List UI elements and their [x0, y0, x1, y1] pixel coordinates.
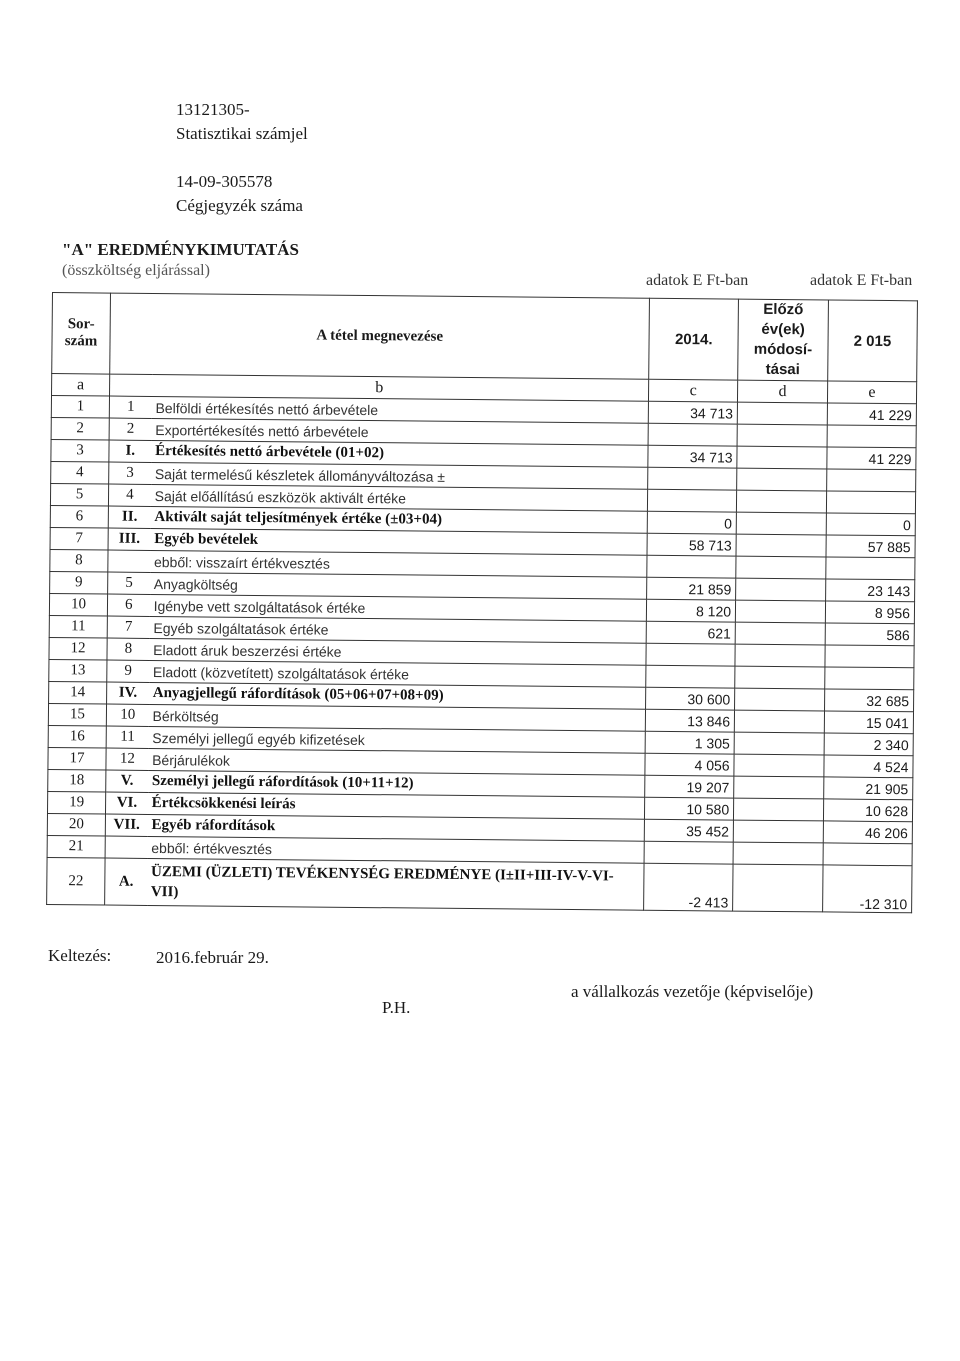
company-reg-label: Cégjegyzék száma	[176, 196, 303, 215]
row-sorszam: 13	[49, 659, 107, 682]
row-modification-value	[733, 842, 823, 865]
row-prev-year-value: 21 859	[647, 577, 736, 600]
row-curr-year-value: 586	[825, 623, 914, 646]
row-prev-year-value	[648, 467, 737, 490]
row-curr-year-value	[825, 645, 914, 668]
row-name: Saját termelésű készletek állományváltozása ±	[151, 462, 648, 489]
row-name: Saját előállítású eszközök aktivált értéke	[151, 484, 648, 511]
row-prev-year-value: 30 600	[646, 687, 735, 710]
row-modification-value	[734, 710, 824, 733]
row-code: 5	[108, 572, 150, 594]
row-sorszam: 20	[47, 813, 105, 836]
row-code: 7	[107, 616, 149, 638]
row-curr-year-value: 23 143	[825, 579, 914, 602]
row-modification-value	[737, 468, 827, 491]
row-name: Igénybe vett szolgáltatások értéke	[150, 594, 647, 621]
row-sorszam: 18	[48, 769, 106, 792]
row-code: VII.	[105, 814, 147, 836]
row-code: 4	[108, 484, 150, 506]
row-code: 10	[106, 704, 148, 726]
col-header-sorszam	[52, 293, 111, 375]
row-code: 9	[107, 660, 149, 682]
table-row	[47, 857, 912, 912]
row-code: 6	[107, 594, 149, 616]
row-prev-year-value	[646, 643, 735, 666]
stamp-placeholder: P.H.	[382, 998, 411, 1017]
row-curr-year-value	[826, 557, 915, 580]
statistical-id-label: Statisztikai számjel	[176, 124, 308, 143]
col-header-curr-year: 2 015	[828, 300, 918, 382]
row-sorszam: 2	[51, 417, 109, 440]
row-code: II.	[108, 506, 150, 528]
row-curr-year-value: 0	[826, 513, 915, 536]
row-prev-year-value	[648, 423, 737, 446]
row-sorszam: 19	[47, 791, 105, 814]
row-modification-value	[735, 600, 825, 623]
row-curr-year-value: 21 905	[823, 777, 912, 800]
col-letter-d: d	[738, 380, 828, 403]
row-code: V.	[106, 770, 148, 792]
row-curr-year-value: 57 885	[826, 535, 915, 558]
row-name: Értékcsökkenési leírás	[148, 792, 645, 819]
row-prev-year-value: 19 207	[645, 775, 734, 798]
row-prev-year-value: 10 580	[645, 797, 734, 820]
row-modification-value	[734, 754, 824, 777]
row-name: Egyéb bevételek	[150, 528, 647, 555]
row-code: III.	[108, 528, 150, 550]
row-curr-year-value	[826, 469, 915, 492]
row-prev-year-value: 34 713	[648, 445, 737, 468]
row-sorszam: 4	[51, 461, 109, 484]
row-modification-value	[733, 864, 823, 912]
row-sorszam: 11	[49, 615, 107, 638]
income-statement-table	[46, 292, 918, 913]
row-sorszam: 6	[50, 505, 108, 528]
col-header-name: A tétel megnevezése	[110, 293, 650, 379]
row-prev-year-value: 4 056	[645, 753, 734, 776]
row-curr-year-value: 46 206	[823, 821, 912, 844]
row-sorszam: 15	[48, 703, 106, 726]
row-modification-value	[736, 578, 826, 601]
row-sorszam: 17	[48, 747, 106, 770]
row-modification-value	[736, 556, 826, 579]
row-modification-value	[735, 622, 825, 645]
row-modification-value	[735, 644, 825, 667]
row-name: Eladott áruk beszerzési értéke	[149, 638, 646, 665]
row-sorszam: 14	[49, 681, 107, 704]
row-prev-year-value: 58 713	[647, 533, 736, 556]
row-name: Személyi jellegű ráfordítások (10+11+12)	[148, 770, 645, 797]
row-prev-year-value	[644, 841, 733, 864]
row-name: Személyi jellegű egyéb kifizetések	[148, 726, 645, 753]
row-sorszam: 22	[47, 857, 105, 905]
table-header-row	[52, 293, 918, 382]
row-modification-value	[734, 776, 824, 799]
row-sorszam: 3	[51, 439, 109, 462]
row-code: 12	[106, 748, 148, 770]
col-letter-e: e	[827, 381, 916, 404]
row-curr-year-value: 2 340	[824, 733, 913, 756]
row-modification-value	[736, 512, 826, 535]
col-letter-b: b	[110, 374, 649, 401]
row-name: Bérköltség	[148, 704, 645, 731]
row-code: A.	[105, 858, 148, 905]
row-sorszam: 12	[49, 637, 107, 660]
document-subtitle: (összköltség eljárással)	[62, 262, 210, 279]
col-header-sorszam-text: Sor- szám	[64, 316, 98, 350]
row-sorszam: 8	[50, 549, 108, 572]
row-modification-value	[734, 798, 824, 821]
row-modification-value	[735, 666, 825, 689]
row-sorszam: 16	[48, 725, 106, 748]
row-name: ÜZEMI (ÜZLETI) TEVÉKENYSÉG EREDMÉNYE (I±II+III-IV-V-VI-VII)	[147, 858, 645, 910]
row-prev-year-value: 1 305	[645, 731, 734, 754]
company-reg-number: 14-09-305578	[176, 172, 273, 191]
row-name: Egyéb szolgáltatások értéke	[149, 616, 646, 643]
unit-note-right: adatok E Ft-ban	[810, 272, 913, 289]
row-prev-year-value: 8 120	[647, 599, 736, 622]
row-name: Aktivált saját teljesítmények értéke (±03+04)	[150, 506, 647, 533]
row-prev-year-value: 13 846	[646, 709, 735, 732]
row-prev-year-value: 34 713	[649, 401, 738, 424]
row-code: 1	[109, 396, 151, 418]
row-name: Értékesítés nettó árbevétele (01+02)	[151, 440, 648, 467]
row-curr-year-value: 8 956	[825, 601, 914, 624]
statistical-id-number: 13121305-	[176, 100, 250, 119]
row-modification-value	[737, 490, 827, 513]
row-name: Belföldi értékesítés nettó árbevétele	[151, 396, 648, 423]
row-prev-year-value	[647, 555, 736, 578]
row-code: 3	[109, 462, 151, 484]
row-sorszam: 10	[49, 593, 107, 616]
row-modification-value	[736, 534, 826, 557]
row-name: ebből: visszaírt értékvesztés	[150, 550, 647, 577]
row-name: Bérjárulékok	[148, 748, 645, 775]
row-curr-year-value: 41 229	[827, 403, 916, 426]
row-modification-value	[735, 688, 825, 711]
signer-label: a vállalkozás vezetője (képviselője)	[571, 982, 814, 1001]
row-code: 2	[109, 418, 151, 440]
col-letter-a: a	[52, 374, 110, 397]
row-curr-year-value	[825, 667, 914, 690]
row-curr-year-value: 32 685	[824, 689, 913, 712]
row-prev-year-value	[648, 489, 737, 512]
unit-note-left: adatok E Ft-ban	[646, 272, 749, 289]
row-code	[108, 550, 150, 572]
row-sorszam: 21	[47, 835, 105, 858]
table-body	[47, 396, 917, 913]
col-letter-c: c	[649, 379, 738, 402]
document-title: "A" EREDMÉNYKIMUTATÁS	[62, 240, 299, 259]
row-code: I.	[109, 440, 151, 462]
row-modification-value	[737, 446, 827, 469]
row-sorszam: 5	[50, 483, 108, 506]
date-value: 2016.február 29.	[156, 948, 269, 967]
row-name: ebből: értékvesztés	[147, 836, 644, 863]
row-curr-year-value	[823, 843, 912, 866]
row-code: IV.	[107, 682, 149, 704]
row-sorszam: 7	[50, 527, 108, 550]
row-name: Anyagjellegű ráfordítások (05+06+07+08+09)	[149, 682, 646, 709]
row-curr-year-value	[826, 491, 915, 514]
row-code: VI.	[106, 792, 148, 814]
date-label: Keltezés:	[48, 946, 112, 965]
row-code	[105, 836, 147, 858]
row-prev-year-value: 0	[647, 511, 736, 534]
col-header-modifications: Előző év(ek) módosí- tásai	[738, 299, 828, 381]
row-code: 8	[107, 638, 149, 660]
row-curr-year-value: -12 310	[822, 865, 912, 913]
col-header-prev-year: 2014.	[649, 298, 739, 380]
row-curr-year-value: 15 041	[824, 711, 913, 734]
row-prev-year-value: 621	[646, 621, 735, 644]
row-curr-year-value	[827, 425, 916, 448]
row-modification-value	[734, 732, 824, 755]
row-code: 11	[106, 726, 148, 748]
row-name: Egyéb ráfordítások	[147, 814, 644, 841]
row-modification-value	[737, 424, 827, 447]
row-modification-value	[737, 402, 827, 425]
row-curr-year-value: 4 524	[824, 755, 913, 778]
row-modification-value	[733, 820, 823, 843]
row-sorszam: 9	[50, 571, 108, 594]
row-curr-year-value: 10 628	[823, 799, 912, 822]
row-sorszam: 1	[51, 396, 109, 419]
row-name: Exportértékesítés nettó árbevétele	[151, 418, 648, 445]
row-prev-year-value	[646, 665, 735, 688]
row-prev-year-value: 35 452	[645, 819, 734, 842]
row-name: Eladott (közvetített) szolgáltatások értéke	[149, 660, 646, 687]
row-prev-year-value: -2 413	[644, 863, 733, 911]
row-curr-year-value: 41 229	[827, 447, 916, 470]
row-name: Anyagköltség	[150, 572, 647, 599]
